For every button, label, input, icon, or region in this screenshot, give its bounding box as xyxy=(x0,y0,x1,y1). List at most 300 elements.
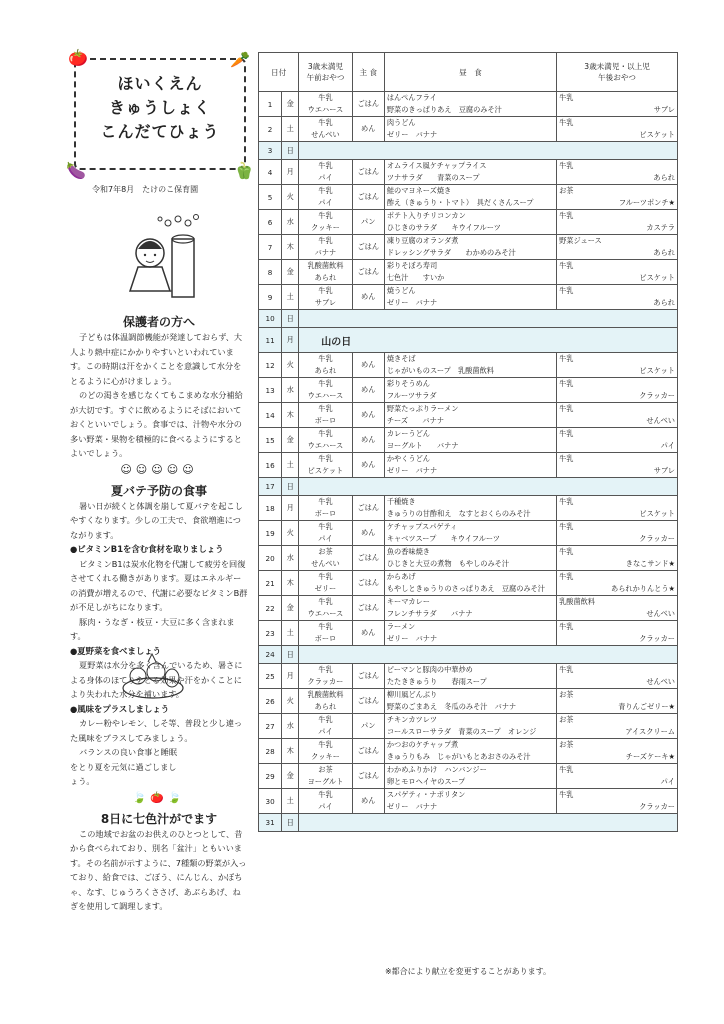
am-snack-2: あられ xyxy=(314,702,337,711)
lunch-side: ひじきのサラダ キウイフルーツ xyxy=(386,223,501,232)
lunch-main: ケチャップスパゲティ xyxy=(386,522,458,531)
table-row xyxy=(259,185,678,210)
pm-drink: 野菜ジュース xyxy=(559,236,602,245)
day-number: 18 xyxy=(259,496,282,521)
am-snack-1: 牛乳 xyxy=(318,354,333,363)
lunch-main: 肉うどん xyxy=(386,118,416,127)
weekday: 日 xyxy=(282,646,299,664)
lunch-side: フルーツサラダ xyxy=(386,391,437,400)
pm-snack: カステラ xyxy=(646,223,675,232)
day-number: 14 xyxy=(259,403,282,428)
table-row xyxy=(259,621,678,646)
am-snack-2: パイ xyxy=(318,198,333,207)
pm-snack: サブレ xyxy=(653,466,675,475)
am-snack-1: 牛乳 xyxy=(318,622,333,631)
left-column xyxy=(66,48,254,914)
table-row xyxy=(259,764,678,789)
lunch-side: ゼリー バナナ xyxy=(386,802,438,811)
weekday: 日 xyxy=(282,142,299,160)
lunch-side: きゅうりの甘酢和え なすとおくらのみそ汁 xyxy=(386,509,531,518)
lunch-side: ツナサラダ 青菜のスープ xyxy=(386,173,480,182)
table-row xyxy=(259,260,678,285)
staple: パン xyxy=(352,210,384,235)
pm-snack: あられ xyxy=(653,248,675,257)
pm-snack: アイスクリーム xyxy=(625,727,675,736)
title-line-1: ほいくえん xyxy=(117,74,203,93)
day-number: 29 xyxy=(259,764,282,789)
lunch-side: ドレッシングサラダ わかめのみそ汁 xyxy=(386,248,516,257)
lunch-side: ゼリー バナナ xyxy=(386,466,438,475)
am-snack-2: ボーロ xyxy=(314,416,337,425)
pm-snack: せんべい xyxy=(646,677,675,686)
lunch-side: たたききゅうり 春雨スープ xyxy=(386,677,487,686)
day-number: 21 xyxy=(259,571,282,596)
am-snack-1: 牛乳 xyxy=(318,715,333,724)
lunch-main: ピーマンと豚肉の中華炒め xyxy=(386,665,473,674)
weekday: 金 xyxy=(282,596,299,621)
pm-snack: あられ xyxy=(653,298,675,307)
weekday: 月 xyxy=(282,664,299,689)
lunch-main: ポテト入りチリコンカン xyxy=(386,211,466,220)
weekday: 土 xyxy=(282,285,299,310)
staple: めん xyxy=(352,117,384,142)
am-snack-1: 牛乳 xyxy=(318,665,333,674)
am-snack-2: ゼリー xyxy=(314,584,337,593)
pm-drink: 牛乳 xyxy=(559,161,574,170)
day-number: 23 xyxy=(259,621,282,646)
weekday: 木 xyxy=(282,739,299,764)
lunch-main: 野菜たっぷりラーメン xyxy=(386,404,459,413)
weekday: 月 xyxy=(282,328,299,353)
summer-heading: 夏バテ予防の食事 xyxy=(110,483,207,498)
guardians-heading: 保護者の方へ xyxy=(122,315,195,329)
table-header-row xyxy=(259,53,678,92)
pm-snack: 青りんごゼリー★ xyxy=(618,702,675,711)
am-snack-1: 牛乳 xyxy=(318,597,333,606)
guardians-paragraph-1: 子どもは体温調節機能が発達しておらず、大人より熱中症にかかりやすいといわれています。この時期は汗をかくことを意識して水分をとるように心がけましょう。 xyxy=(70,332,243,386)
lunch-side: ゼリー バナナ xyxy=(386,130,438,139)
am-snack-2: ボーロ xyxy=(314,634,337,643)
day-number: 22 xyxy=(259,596,282,621)
lunch-side: キャベツスープ キウイフルーツ xyxy=(386,534,500,543)
pm-drink: 牛乳 xyxy=(559,404,574,413)
day-number: 25 xyxy=(259,664,282,689)
staple: ごはん xyxy=(352,160,384,185)
date-line: 令和7年8月 たけのこ保育園 xyxy=(92,185,199,194)
am-snack-1: お茶 xyxy=(318,765,333,774)
staple: ごはん xyxy=(352,571,384,596)
staple: ごはん xyxy=(352,664,384,689)
header-date: 日付 xyxy=(259,53,299,92)
am-snack-1: 牛乳 xyxy=(318,790,333,799)
day-number: 5 xyxy=(259,185,282,210)
day-number: 13 xyxy=(259,378,282,403)
staple: めん xyxy=(352,521,384,546)
pm-snack: パイ xyxy=(660,441,675,450)
shichishoku-heading: 8日に七色汁がでます xyxy=(100,811,218,826)
title-box xyxy=(66,48,254,180)
header-am-snack: 3歳未満児 午前おやつ xyxy=(299,53,352,92)
fruit-decoration-icon: 🍃🍅🍃 xyxy=(132,790,186,804)
lunch-main: 焼うどん xyxy=(386,286,416,295)
pm-snack: せんべい xyxy=(646,609,675,618)
lunch-side: 野菜のごまあえ 冬瓜のみそ汁 バナナ xyxy=(386,702,517,711)
summer-sub3: ●風味をプラスしましょう xyxy=(70,703,170,714)
staple: パン xyxy=(352,714,384,739)
pm-snack: ビスケット xyxy=(639,509,675,518)
am-snack-1: 牛乳 xyxy=(318,454,333,463)
lunch-main: からあげ xyxy=(386,572,416,581)
pm-drink: 牛乳 xyxy=(559,261,574,270)
lunch-side: きゅうりもみ じゃがいもとあおさのみそ汁 xyxy=(386,752,531,761)
table-row-blank xyxy=(259,478,678,496)
lunch-main: キーマカレー xyxy=(386,597,430,606)
pm-snack: ビスケット xyxy=(639,130,675,139)
am-snack-2: あられ xyxy=(314,366,337,375)
table-row-blank xyxy=(259,646,678,664)
summer-closing: バランスの良い食事と睡眠をとり夏を元気に過ごしましょう。 xyxy=(70,747,178,786)
am-snack-2: あられ xyxy=(314,273,337,282)
pm-snack: きなこサンド★ xyxy=(625,559,675,568)
pm-drink: 牛乳 xyxy=(559,286,574,295)
day-number: 2 xyxy=(259,117,282,142)
pepper-icon: 🫑 xyxy=(234,161,254,180)
weekday: 月 xyxy=(282,496,299,521)
day-number: 11 xyxy=(259,328,282,353)
staple: めん xyxy=(352,353,384,378)
guardians-paragraph-2: のどの渇きを感じなくてもこまめな水分補給が大切です。すぐに飲めるようにそばにおいておくといいでしょう。食事では、汁物や水分の多い野菜・果物を積極的に食べるようにするとよいでしょう。 xyxy=(70,390,243,458)
pm-drink: 牛乳 xyxy=(559,211,574,220)
table-row xyxy=(259,92,678,117)
weekday: 木 xyxy=(282,571,299,596)
weekday: 月 xyxy=(282,160,299,185)
weekday: 土 xyxy=(282,789,299,814)
am-snack-1: 牛乳 xyxy=(318,236,333,245)
pm-snack: ビスケット xyxy=(639,273,675,282)
am-snack-2: パイ xyxy=(318,727,333,736)
am-snack-1: 牛乳 xyxy=(318,379,333,388)
am-snack-2: ヨーグルト xyxy=(307,777,344,786)
pm-drink: お茶 xyxy=(559,690,574,699)
footnote: ※都合により献立を変更することがあります。 xyxy=(384,967,552,976)
day-number: 27 xyxy=(259,714,282,739)
lunch-main: スパゲティ・ナポリタン xyxy=(386,790,466,799)
lunch-main: カレーうどん xyxy=(386,429,430,438)
am-snack-1: 牛乳 xyxy=(318,740,333,749)
lunch-main: 千種焼き xyxy=(386,497,416,506)
pm-snack: クラッカー xyxy=(639,634,675,643)
day-number: 19 xyxy=(259,521,282,546)
weekday: 火 xyxy=(282,521,299,546)
weekday: 火 xyxy=(282,353,299,378)
day-number: 9 xyxy=(259,285,282,310)
lunch-side: じゃがいものスープ 乳酸菌飲料 xyxy=(386,366,494,375)
weekday: 火 xyxy=(282,185,299,210)
header-staple: 主 食 xyxy=(352,53,384,92)
staple: めん xyxy=(352,453,384,478)
table-row-blank xyxy=(259,310,678,328)
table-row xyxy=(259,235,678,260)
header-lunch: 昼 食 xyxy=(384,53,556,92)
day-number: 16 xyxy=(259,453,282,478)
lunch-side: ヨーグルト バナナ xyxy=(386,441,459,450)
staple: ごはん xyxy=(352,596,384,621)
am-snack-2: ボーロ xyxy=(314,509,337,518)
weekday: 土 xyxy=(282,453,299,478)
staple: めん xyxy=(352,428,384,453)
weekday: 金 xyxy=(282,260,299,285)
pm-drink: 牛乳 xyxy=(559,522,574,531)
pm-drink: 牛乳 xyxy=(559,354,574,363)
lunch-side: 野菜のきっぱりあえ 豆腐のみそ汁 xyxy=(386,105,502,114)
child-drinking-illustration-icon xyxy=(110,211,220,303)
header-pm-snack: 3歳未満児・以上児 午後おやつ xyxy=(557,53,678,92)
weekday: 土 xyxy=(282,117,299,142)
day-number: 7 xyxy=(259,235,282,260)
pm-drink: 牛乳 xyxy=(559,429,574,438)
staple: ごはん xyxy=(352,496,384,521)
pm-snack: クラッカー xyxy=(639,534,675,543)
table-row xyxy=(259,453,678,478)
am-snack-1: 牛乳 xyxy=(318,118,333,127)
pm-drink: 牛乳 xyxy=(559,572,574,581)
pm-drink: 牛乳 xyxy=(559,765,574,774)
am-snack-2: せんべい xyxy=(311,130,340,139)
summer-sub2-text: 夏野菜は水分を多く含んでいるため、暑さによる身体のほてりをとる効果や汗をかくことにより失われた水分を補います。 xyxy=(70,660,243,699)
day-number: 10 xyxy=(259,310,282,328)
pm-snack: クラッカー xyxy=(639,391,675,400)
day-number: 1 xyxy=(259,92,282,117)
pm-drink: 牛乳 xyxy=(559,497,574,506)
lunch-main: 魚の香味焼き xyxy=(386,547,430,556)
day-number: 31 xyxy=(259,814,282,832)
table-row xyxy=(259,117,678,142)
table-row xyxy=(259,285,678,310)
holiday-name: 山の日 xyxy=(321,336,352,348)
summer-sub1: ●ビタミンB1を含む食材を取りましょう xyxy=(70,544,224,554)
table-row xyxy=(259,664,678,689)
lunch-main: 凍り豆腐のオランダ煮 xyxy=(386,236,459,245)
weekday: 日 xyxy=(282,814,299,832)
staple: ごはん xyxy=(352,260,384,285)
lunch-main: 焼きそば xyxy=(386,354,416,363)
lunch-main: ラーメン xyxy=(386,622,416,631)
summer-sub1-text2: 豚肉・うなぎ・枝豆・大豆に多く含まれます。 xyxy=(70,616,235,641)
pm-drink: 牛乳 xyxy=(559,118,574,127)
title-line-3: こんだてひょう xyxy=(100,122,220,141)
am-snack-1: 乳酸菌飲料 xyxy=(307,261,344,270)
table-row xyxy=(259,353,678,378)
am-snack-2: パイ xyxy=(318,802,333,811)
am-snack-1: 牛乳 xyxy=(318,404,333,413)
am-snack-1: 牛乳 xyxy=(318,429,333,438)
pm-snack: パイ xyxy=(660,777,675,786)
weekday: 水 xyxy=(282,714,299,739)
lunch-side: フレンチサラダ バナナ xyxy=(386,609,473,618)
table-row xyxy=(259,378,678,403)
staple: めん xyxy=(352,403,384,428)
am-snack-1: 乳酸菌飲料 xyxy=(307,690,344,699)
weekday: 木 xyxy=(282,403,299,428)
lunch-side: もやしときゅうりのさっぱりあえ 豆腐のみそ汁 xyxy=(386,584,545,593)
menu-table xyxy=(258,52,678,832)
am-snack-2: クラッカー xyxy=(307,677,344,686)
am-snack-1: 牛乳 xyxy=(318,93,333,102)
am-snack-1: 牛乳 xyxy=(318,211,333,220)
weekday: 火 xyxy=(282,689,299,714)
table-row xyxy=(259,521,678,546)
am-snack-2: クッキー xyxy=(311,223,340,232)
shichishoku-text: この地域でお盆のお供えのひとつとして、昔から食べられており、別名「盆汁」ともいいます。その名前が示すように、7種類の野菜が入っており、給食では、ごぼう、にんじん、かぼちゃ、なす、じゅうろくささげ、あぶらあげ、ねぎを使用して調理します。 xyxy=(70,828,247,911)
am-snack-1: 牛乳 xyxy=(318,497,333,506)
pm-drink: 牛乳 xyxy=(559,379,574,388)
pm-snack: せんべい xyxy=(646,416,675,425)
table-row xyxy=(259,403,678,428)
day-number: 17 xyxy=(259,478,282,496)
weekday: 日 xyxy=(282,478,299,496)
staple: めん xyxy=(352,285,384,310)
pm-drink: 乳酸菌飲料 xyxy=(559,597,596,606)
weekday: 木 xyxy=(282,235,299,260)
menu-body xyxy=(259,92,678,832)
weekday: 金 xyxy=(282,92,299,117)
lunch-main: 柳川風どんぶり xyxy=(386,690,438,699)
table-row xyxy=(259,210,678,235)
am-snack-2: バナナ xyxy=(314,248,337,257)
table-row xyxy=(259,496,678,521)
am-snack-1: お茶 xyxy=(318,547,333,556)
am-snack-2: ウエハース xyxy=(307,609,344,618)
pm-snack: サブレ xyxy=(653,105,675,114)
staple: ごはん xyxy=(352,739,384,764)
table-row xyxy=(259,160,678,185)
lunch-main: チキンカツレツ xyxy=(386,715,438,724)
pm-drink: お茶 xyxy=(559,715,574,724)
summer-intro: 暑い日が続くと体調を崩して夏バテを起こしやすくなります。少しの工夫で、食欲増進につながります。 xyxy=(70,500,243,540)
staple: ごはん xyxy=(352,689,384,714)
am-snack-2: パイ xyxy=(318,534,333,543)
am-snack-2: ウエハース xyxy=(307,391,344,400)
table-row xyxy=(259,714,678,739)
am-snack-2: ウエハース xyxy=(307,441,344,450)
lunch-main: かつおのケチャップ煮 xyxy=(386,740,459,749)
lunch-side: ひじきと大豆の煮物 もやしのみそ汁 xyxy=(386,559,510,568)
day-number: 24 xyxy=(259,646,282,664)
tomato-icon: 🍅 xyxy=(68,48,88,67)
day-number: 15 xyxy=(259,428,282,453)
lunch-side: コールスローサラダ 青菜のスープ オレンジ xyxy=(386,727,537,736)
day-number: 26 xyxy=(259,689,282,714)
day-number: 20 xyxy=(259,546,282,571)
staple: ごはん xyxy=(352,92,384,117)
lunch-side: ゼリー バナナ xyxy=(386,634,438,643)
faces-decoration-icon: ☺☺☺☺☺ xyxy=(120,462,198,476)
eggplant-icon: 🍆 xyxy=(66,161,86,180)
am-snack-2: パイ xyxy=(318,173,333,182)
pm-drink: 牛乳 xyxy=(559,622,574,631)
am-snack-2: ウエハース xyxy=(307,105,344,114)
table-row xyxy=(259,428,678,453)
am-snack-2: せんべい xyxy=(311,559,340,568)
lunch-side: チーズ バナナ xyxy=(386,416,445,425)
title-line-2: きゅうしょく xyxy=(108,98,211,117)
lunch-side: ゼリー バナナ xyxy=(386,298,438,307)
weekday: 金 xyxy=(282,764,299,789)
pm-snack: チーズケーキ★ xyxy=(625,752,675,761)
table-row-holiday xyxy=(259,328,678,353)
day-number: 12 xyxy=(259,353,282,378)
pm-drink: 牛乳 xyxy=(559,93,574,102)
lunch-main: 鮭のマヨネーズ焼き xyxy=(386,186,452,195)
staple: めん xyxy=(352,378,384,403)
table-row-blank xyxy=(259,814,678,832)
day-number: 4 xyxy=(259,160,282,185)
table-row xyxy=(259,596,678,621)
lunch-side: 七色汁 すいか xyxy=(386,273,445,282)
am-snack-1: 牛乳 xyxy=(318,522,333,531)
staple: めん xyxy=(352,621,384,646)
day-number: 30 xyxy=(259,789,282,814)
table-row xyxy=(259,789,678,814)
am-snack-1: 牛乳 xyxy=(318,186,333,195)
am-snack-2: クッキー xyxy=(311,752,340,761)
weekday: 土 xyxy=(282,621,299,646)
staple: ごはん xyxy=(352,185,384,210)
pm-drink: お茶 xyxy=(559,186,574,195)
weekday: 水 xyxy=(282,378,299,403)
pm-snack: ビスケット xyxy=(639,366,675,375)
pm-drink: お茶 xyxy=(559,740,574,749)
weekday: 日 xyxy=(282,310,299,328)
summer-sub1-text: ビタミンB1は炭水化物を代謝して疲労を回復させてくれる働きがあります。夏はエネルギーの消費が増えるので、代謝に必要なビタミンB群が不足しがちになります。 xyxy=(70,558,248,612)
staple: めん xyxy=(352,789,384,814)
pm-snack: あられかりんとう★ xyxy=(611,584,675,593)
day-number: 3 xyxy=(259,142,282,160)
staple: ごはん xyxy=(352,546,384,571)
staple: ごはん xyxy=(352,764,384,789)
pm-snack: クラッカー xyxy=(639,802,675,811)
table-row xyxy=(259,546,678,571)
lunch-main: オムライス風ケチャップライス xyxy=(386,161,487,170)
weekday: 金 xyxy=(282,428,299,453)
weekday: 水 xyxy=(282,546,299,571)
lunch-main: かやくうどん xyxy=(386,454,430,463)
table-row xyxy=(259,571,678,596)
lunch-side: 酢え（きゅうり・トマト） 具だくさんスープ xyxy=(386,198,534,207)
pm-drink: 牛乳 xyxy=(559,665,574,674)
pm-snack: フルーツポンチ★ xyxy=(618,198,675,207)
day-number: 6 xyxy=(259,210,282,235)
lunch-main: 彩りそうめん xyxy=(386,379,430,388)
carrot-icon: 🥕 xyxy=(230,50,250,69)
am-snack-1: 牛乳 xyxy=(318,161,333,170)
pm-drink: 牛乳 xyxy=(559,790,574,799)
am-snack-2: ビスケット xyxy=(307,466,344,475)
table-row xyxy=(259,739,678,764)
pm-drink: 牛乳 xyxy=(559,454,574,463)
summer-sub3-text: カレー粉やレモン、しそ等、普段と少し違った風味をプラスしてみましょう。 xyxy=(70,718,243,743)
pm-snack: あられ xyxy=(653,173,675,182)
day-number: 8 xyxy=(259,260,282,285)
table-row xyxy=(259,689,678,714)
am-snack-1: 牛乳 xyxy=(318,286,333,295)
pm-drink: 牛乳 xyxy=(559,547,574,556)
lunch-side: 卵とモロヘイヤのスープ xyxy=(386,777,466,786)
weekday: 水 xyxy=(282,210,299,235)
table-row-blank xyxy=(259,142,678,160)
summer-sub2: ●夏野菜を食べましょう xyxy=(70,645,162,656)
day-number: 28 xyxy=(259,739,282,764)
